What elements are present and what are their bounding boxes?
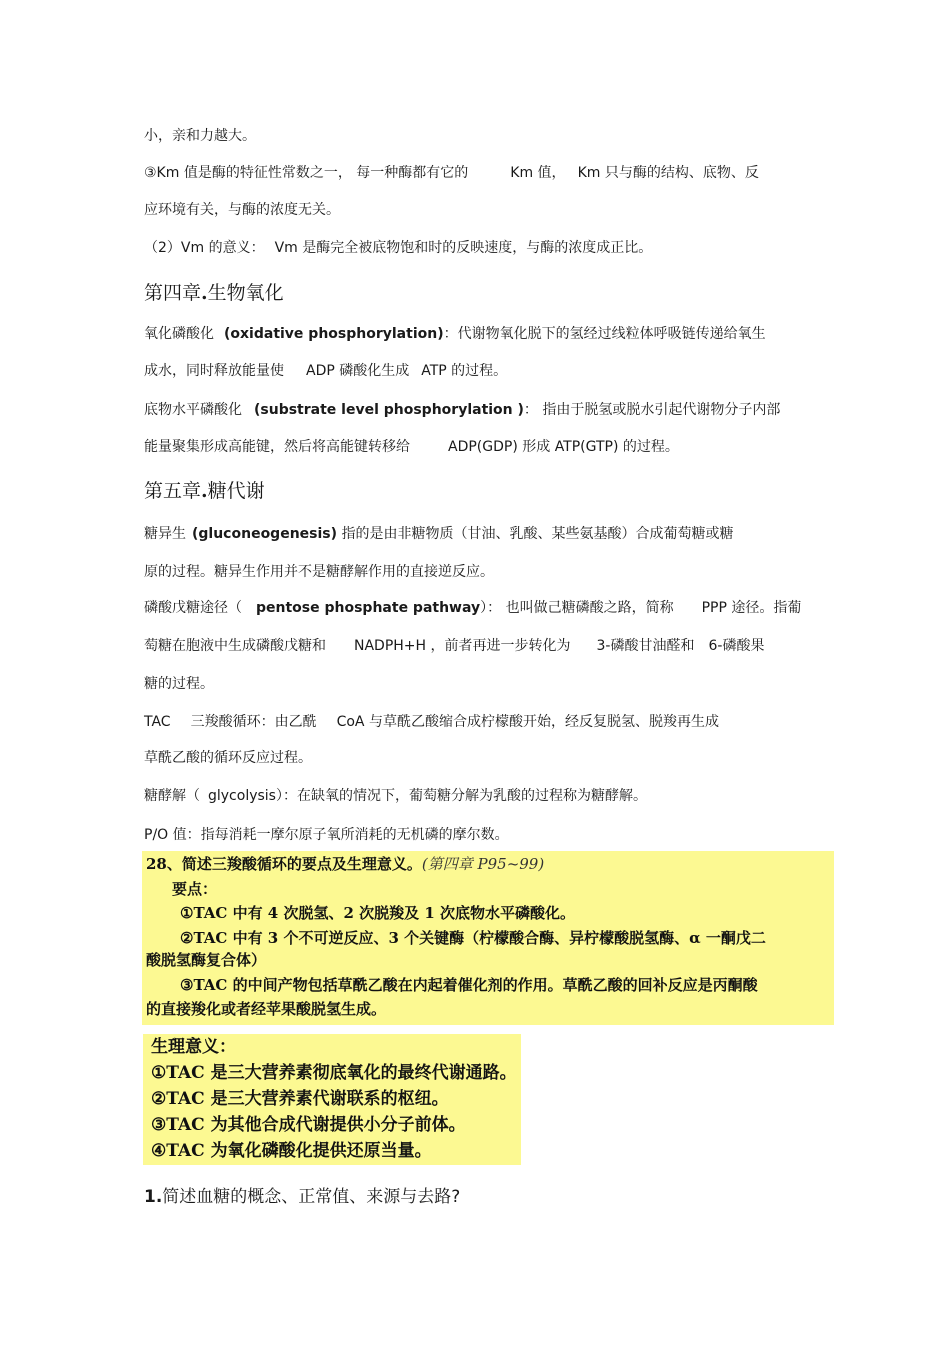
text-segment: ATP 的过程。 xyxy=(421,363,508,379)
chapter-prefix: 第五章 xyxy=(144,480,202,502)
text-segment: 成水，同时释放能量使 xyxy=(144,363,284,379)
text-segment: ③Km 值是酶的特征性常数之一， 每一种酶都有它的 xyxy=(144,165,469,181)
paragraph-line: 小，亲和力越大。 xyxy=(144,128,256,144)
chapter-title: 生物氧化 xyxy=(207,282,284,304)
chapter-dot: . xyxy=(201,480,208,502)
definition-line xyxy=(144,437,679,457)
highlight-box-significance xyxy=(143,1034,521,1165)
definition-line xyxy=(144,400,780,420)
text-segment: Vm 是酶完全被底物饱和时的反映速度，与酶的浓度成正比。 xyxy=(274,240,653,256)
box-point: ②TAC 中有 3 个不可逆反应、3 个关键酶（柠檬酸合酶、异柠檬酸脱氢酶、α 一酮戊二 xyxy=(180,929,766,947)
term-english: glycolysis xyxy=(208,788,276,804)
definition-text: ： 指由于脱氢或脱水引起代谢物分子内部 xyxy=(523,402,781,418)
text-segment: Km 只与酶的结构、底物、反 xyxy=(577,165,759,181)
box-subheading: 要点： xyxy=(172,880,218,898)
term-english: (substrate level phosphorylation ) xyxy=(254,402,524,418)
definition-line xyxy=(144,361,507,381)
term-english: pentose phosphate pathway xyxy=(256,600,481,616)
question-text: 简述血糖的概念、正常值、来源与去路? xyxy=(162,1187,461,1207)
question-number: 1. xyxy=(144,1187,163,1207)
definition-line xyxy=(144,786,647,806)
definition-text: ）：在缺氧的情况下，葡萄糖分解为乳酸的过程称为糖酵解。 xyxy=(275,788,647,804)
chapter-heading xyxy=(144,281,284,305)
paragraph-line xyxy=(144,163,759,183)
definition-line xyxy=(144,324,766,344)
definition-line xyxy=(144,598,801,618)
term: 糖异生 xyxy=(144,526,186,542)
definition-line xyxy=(144,524,733,544)
definition-line: 草酰乙酸的循环反应过程。 xyxy=(144,750,312,766)
chapter-title: 糖代谢 xyxy=(207,480,265,502)
text-segment: 能量聚集形成高能键，然后将高能键转移给 xyxy=(144,439,410,455)
text-segment: CoA 与草酰乙酸缩合成柠檬酸开始，经反复脱氢、脱羧再生成 xyxy=(336,714,719,730)
box-point: ③TAC 的中间产物包括草酰乙酸在内起着催化剂的作用。草酰乙酸的回补反应是丙酮酸 xyxy=(180,976,758,994)
definition-text: ：代谢物氧化脱下的氢经过线粒体呼吸链传递给氧生 xyxy=(443,326,766,342)
chapter-prefix: 第四章 xyxy=(144,282,202,304)
box-title: 28、简述三羧酸循环的要点及生理意义。(第四章 P95~99) xyxy=(146,855,545,873)
text-segment: ADP 磷酸化生成 xyxy=(306,363,410,379)
text-segment: Km 值， xyxy=(510,165,566,181)
definition-text: ）： 也叫做己糖磷酸之路，简称 xyxy=(480,600,674,616)
box-point: ③TAC 为其他合成代谢提供小分子前体。 xyxy=(151,1115,466,1135)
term: TAC xyxy=(144,714,171,730)
box-subheading: 生理意义： xyxy=(151,1037,236,1057)
chapter-heading xyxy=(144,479,265,503)
term-english: (oxidative phosphorylation) xyxy=(224,326,444,342)
definition-text: 指的是由非糖物质（甘油、乳酸、某些氨基酸）合成葡萄糖或糖 xyxy=(337,526,734,542)
definition-line: 糖的过程。 xyxy=(144,676,214,692)
term: 底物水平磷酸化 xyxy=(144,402,242,418)
box-point: ①TAC 是三大营养素彻底氧化的最终代谢通路。 xyxy=(151,1063,517,1083)
box-point: ①TAC 中有 4 次脱氢、2 次脱羧及 1 次底物水平磷酸化。 xyxy=(180,904,576,922)
highlight-box-key-points xyxy=(142,851,834,1025)
box-point: ②TAC 是三大营养素代谢联系的枢纽。 xyxy=(151,1089,449,1109)
chapter-reference: (第四章 P95~99) xyxy=(421,855,545,873)
box-point: 酸脱氢酶复合体） xyxy=(146,951,267,969)
text-segment: PPP 途径。指葡 xyxy=(701,600,802,616)
definition-line: 原的过程。糖异生作用并不是糖酵解作用的直接逆反应。 xyxy=(144,564,494,580)
box-point: 的直接羧化或者经苹果酸脱氢生成。 xyxy=(146,1000,387,1018)
definition-line xyxy=(144,712,719,732)
chapter-dot: . xyxy=(201,282,208,304)
paragraph-line xyxy=(144,238,652,258)
paragraph-line: 应环境有关，与酶的浓度无关。 xyxy=(144,202,340,218)
text-segment: 3-磷酸甘油醛和 xyxy=(596,638,695,654)
term: 糖酵解（ xyxy=(144,788,200,804)
text-segment: （2）Vm 的意义： xyxy=(144,240,265,256)
text-segment: NADPH+H ，前者再进一步转化为 xyxy=(354,638,571,654)
box-point: ④TAC 为氧化磷酸化提供还原当量。 xyxy=(151,1141,432,1161)
question-heading xyxy=(144,1186,460,1208)
text-segment: 6-磷酸果 xyxy=(708,638,765,654)
text-segment: 萄糖在胞液中生成磷酸戊糖和 xyxy=(144,638,326,654)
term: 氧化磷酸化 xyxy=(144,326,214,342)
definition-line xyxy=(144,636,764,656)
term-english: (gluconeogenesis) xyxy=(192,526,338,542)
text-segment: 三羧酸循环：由乙酰 xyxy=(190,714,317,730)
term: 磷酸戊糖途径（ xyxy=(144,600,242,616)
definition-line: P/O 值：指每消耗一摩尔原子氧所消耗的无机磷的摩尔数。 xyxy=(144,827,509,843)
text-segment: ADP(GDP) 形成 ATP(GTP) 的过程。 xyxy=(448,439,679,455)
